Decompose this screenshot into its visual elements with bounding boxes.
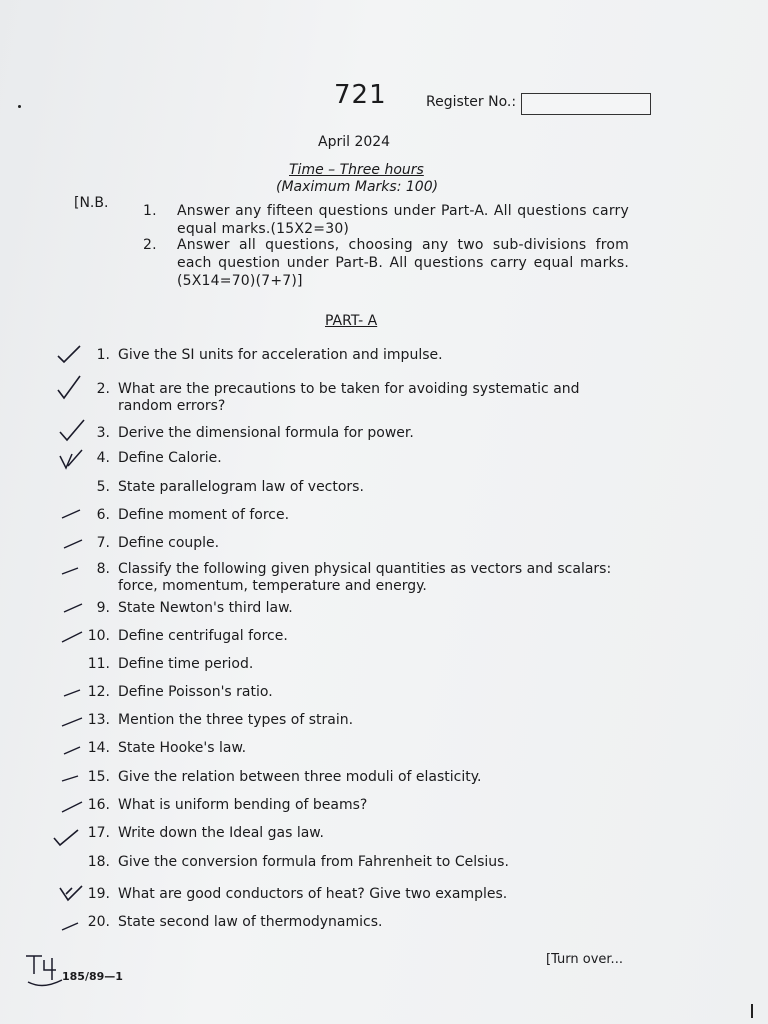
- question-number: 19.: [87, 886, 110, 902]
- question-text: State second law of thermodynamics.: [118, 914, 383, 930]
- check-mark-icon: [58, 418, 86, 442]
- dash-mark-icon: [60, 630, 84, 644]
- turn-over-note: [Turn over...: [546, 952, 623, 967]
- question-number: 11.: [87, 656, 110, 672]
- register-number-box[interactable]: [521, 93, 651, 115]
- question-text: Define centrifugal force.: [118, 628, 288, 644]
- nb-label: [N.B.: [74, 195, 109, 211]
- question-text: Define moment of force.: [118, 507, 290, 523]
- question-text: Write down the Ideal gas law.: [118, 825, 324, 841]
- question-number: 2.: [96, 381, 110, 397]
- instruction-number: 1.: [143, 203, 157, 219]
- check-mark-icon: [56, 374, 84, 400]
- question-number: 18.: [87, 854, 110, 870]
- question-text: What are good conductors of heat? Give two examples.: [118, 886, 508, 902]
- dash-mark-icon: [60, 508, 82, 520]
- handwritten-marks-doodle: [22, 950, 66, 992]
- question-text: Derive the dimensional formula for power.: [118, 425, 414, 441]
- question-text: Define time period.: [118, 656, 254, 672]
- question-number: 12.: [87, 684, 110, 700]
- exam-time: Time – Three hours: [289, 162, 424, 178]
- dash-mark-icon: [62, 688, 82, 698]
- part-a-title: PART- A: [325, 313, 378, 329]
- dash-mark-icon: [60, 773, 80, 783]
- question-number: 10.: [87, 628, 110, 644]
- dash-mark-icon: [60, 566, 80, 576]
- question-number: 4.: [96, 450, 110, 466]
- question-text: Define Calorie.: [118, 450, 222, 466]
- question-number: 20.: [87, 914, 110, 930]
- max-marks: (Maximum Marks: 100): [276, 179, 439, 195]
- question-text: Define Poisson's ratio.: [118, 684, 273, 700]
- dash-mark-icon: [60, 920, 80, 932]
- exam-month: April 2024: [318, 134, 391, 150]
- question-text: State Newton's third law.: [118, 600, 293, 616]
- question-text: What are the precautions to be taken for avoiding systematic and random errors?: [118, 381, 580, 414]
- question-number: 7.: [96, 535, 110, 551]
- instruction-text: Answer all questions, choosing any two sub-divisions from each question under Part-B. All questions carry equal marks.(5X14=70)(7+7)]: [177, 237, 629, 289]
- check-mark-icon: [58, 884, 84, 904]
- question-number: 9.: [96, 600, 110, 616]
- question-number: 16.: [87, 797, 110, 813]
- question-text: State parallelogram law of vectors.: [118, 479, 364, 495]
- question-number: 8.: [96, 561, 110, 577]
- dash-mark-icon: [60, 800, 84, 814]
- question-text: Give the SI units for acceleration and impulse.: [118, 347, 443, 363]
- question-number: 15.: [87, 769, 110, 785]
- question-text: Define couple.: [118, 535, 220, 551]
- question-text: Classify the following given physical quantities as vectors and scalars: force, momentum, temperature and energy.: [118, 561, 612, 594]
- question-text: What is uniform bending of beams?: [118, 797, 368, 813]
- instruction-number: 2.: [143, 237, 157, 253]
- question-text: Give the relation between three moduli of elasticity.: [118, 769, 482, 785]
- question-text: Mention the three types of strain.: [118, 712, 354, 728]
- question-number: 5.: [96, 479, 110, 495]
- register-label: Register No.:: [426, 94, 517, 110]
- question-number: 13.: [87, 712, 110, 728]
- question-number: 6.: [96, 507, 110, 523]
- paper-footer-code: 185/89—1: [62, 970, 123, 983]
- check-mark-icon: [52, 828, 80, 848]
- check-mark-icon: [58, 448, 86, 472]
- question-text: State Hooke's law.: [118, 740, 247, 756]
- dash-mark-icon: [62, 744, 82, 756]
- page-edge-mark: [751, 1004, 753, 1018]
- check-mark-icon: [56, 344, 82, 366]
- question-number: 3.: [96, 425, 110, 441]
- question-number: 17.: [87, 825, 110, 841]
- ink-dot: [18, 105, 21, 108]
- question-text: Give the conversion formula from Fahrenheit to Celsius.: [118, 854, 509, 870]
- paper-code: 721: [334, 80, 387, 110]
- question-number: 1.: [96, 347, 110, 363]
- dash-mark-icon: [60, 716, 84, 728]
- dash-mark-icon: [62, 538, 84, 550]
- question-number: 14.: [87, 740, 110, 756]
- dash-mark-icon: [62, 602, 84, 614]
- instruction-text: Answer any fifteen questions under Part-A. All questions carry equal marks.(15X2=30): [177, 203, 629, 237]
